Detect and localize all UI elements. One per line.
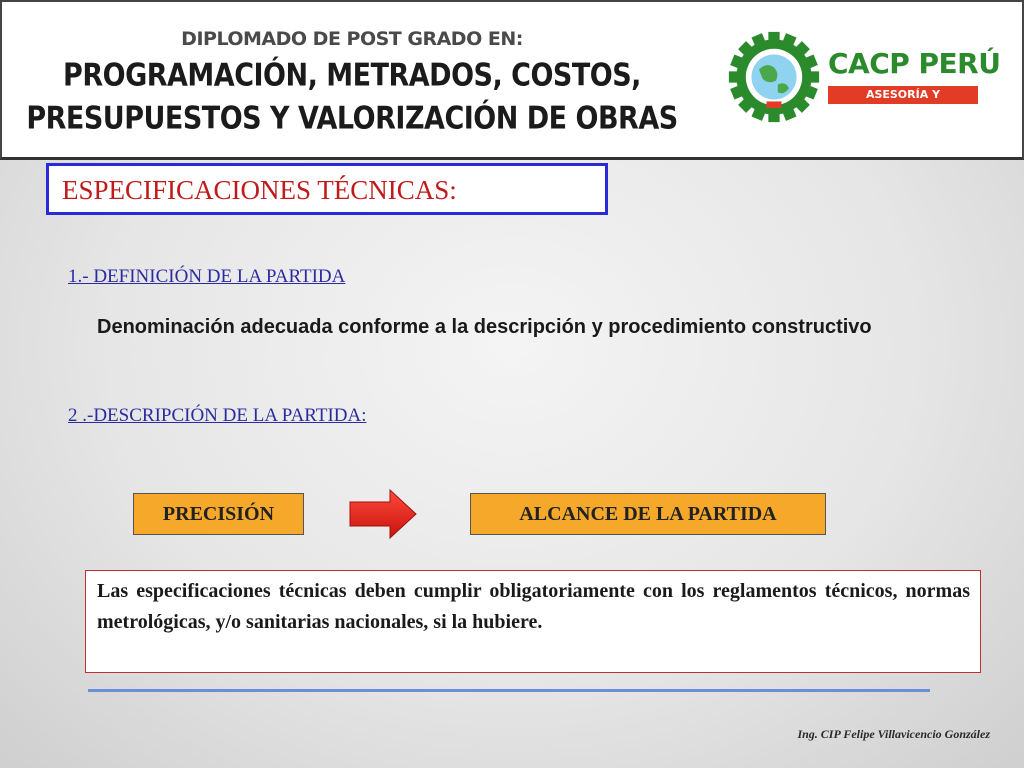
section2-heading: 2 .-DESCRIPCIÓN DE LA PARTIDA:: [68, 405, 367, 426]
header-title-line1: PROGRAMACIÓN, METRADOS, COSTOS,: [63, 57, 641, 94]
section1-heading: 1.- DEFINICIÓN DE LA PARTIDA: [68, 266, 346, 287]
note-text: Las especificaciones técnicas deben cumplir obligatoriamente con los reglamentos técnicos, normas metrológicas, y/o sanitarias nacionales, si la hubiere.: [97, 580, 970, 633]
section1-text: Denominación adecuada conforme a la descripción y procedimiento constructivo: [97, 316, 872, 338]
note-box: [85, 570, 981, 673]
precision-box: PRECISIÓN: [133, 493, 304, 535]
header-title-line2: PRESUPUESTOS Y VALORIZACIÓN DE OBRAS: [26, 100, 678, 137]
right-arrow-icon: [348, 488, 418, 540]
slide-title-box: [46, 163, 608, 215]
logo-tagline: ASESORÍA Y CAPACITACIÓN: [828, 86, 978, 104]
header-course-label: DIPLOMADO DE POST GRADO EN:: [181, 28, 523, 50]
divider-line: [88, 689, 930, 692]
slide-title: ESPECIFICACIONES TÉCNICAS:: [62, 175, 457, 205]
gear-globe-icon: [727, 30, 821, 124]
slide-header: [0, 0, 1024, 160]
scope-box: ALCANCE DE LA PARTIDA: [470, 493, 826, 535]
footer-author: Ing. CIP Felipe Villavicencio González: [797, 727, 990, 741]
logo-name: CACP PERÚ: [828, 47, 1001, 80]
